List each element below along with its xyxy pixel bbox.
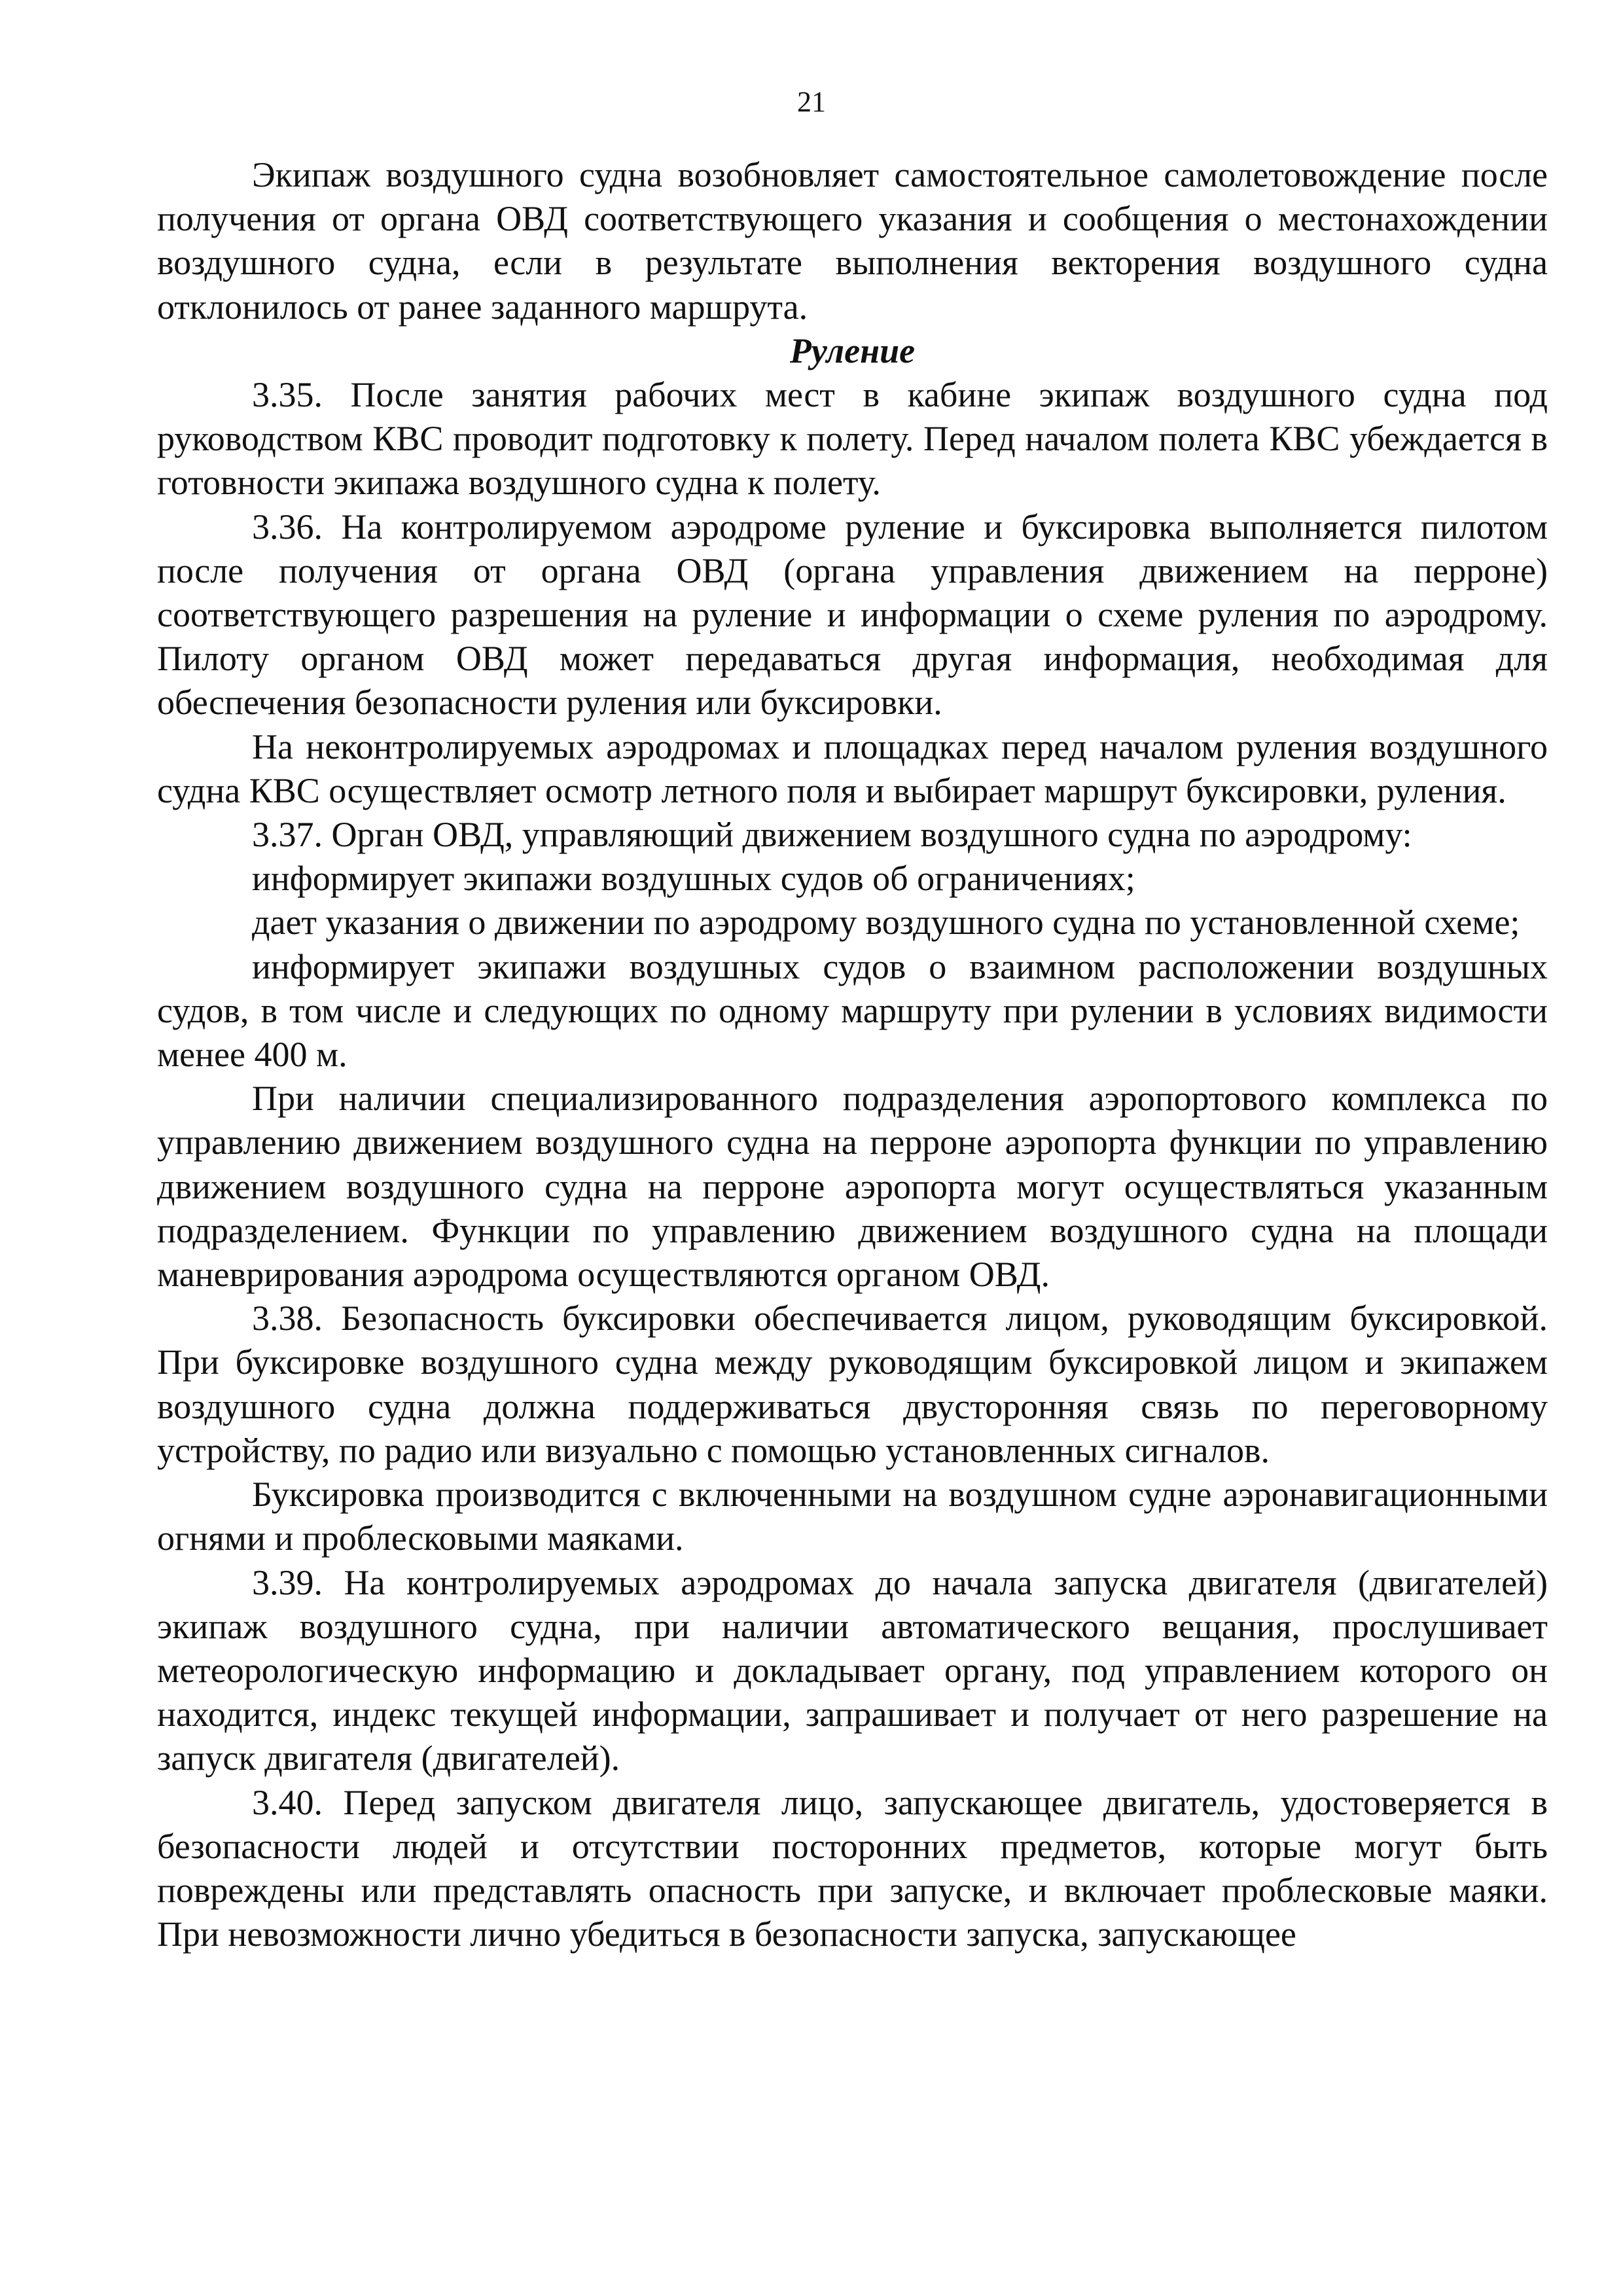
paragraph: На неконтролируемых аэродромах и площадках перед началом руления воздушного судна КВС осуществляет осмотр летного поля и выбирает маршрут буксировки, руления. (157, 726, 1548, 810)
section-heading (157, 329, 1548, 373)
list-item: информирует экипажи воздушных судов о взаимном расположении воздушных судов, в том числе и следующих по одному маршруту при рулении в условиях видимости менее 400 м. (157, 946, 1548, 1075)
paragraph: Экипаж воздушного судна возобновляет самостоятельное самолетовождение после получения от органа ОВД соответствующего указания и сообщения о местонахождении воздушного судна, если в результате выполнения векторения воздушного судна отклонилось от ранее заданного маршрута. (157, 155, 1548, 327)
page-number: 21 (797, 86, 826, 118)
list-item: информирует экипажи воздушных судов об ограничениях; (252, 859, 1135, 899)
list-item: дает указания о движении по аэродрому воздушного судна по установленной схеме; (252, 903, 1520, 942)
paragraph-3-36: 3.36. На контролируемом аэродроме руление и буксировка выполняется пилотом после получения от органа ОВД (органа управления движением на перроне) соответствующего разрешения на руление и информации о схеме руления по аэродрому. Пилоту органом ОВД может передаваться другая информация, необходимая для обеспечения безопасности руления или буксировки. (157, 507, 1548, 723)
paragraph: При наличии специализированного подразделения аэропортового комплекса по управлению движением воздушного судна на перроне аэропорта функции по управлению движением воздушного судна на перроне аэропорта могут осуществляться указанным подразделением. Функции по управлению движением воздушного судна на площади маневрирования аэродрома осуществляются органом ОВД. (157, 1079, 1548, 1295)
paragraph-3-38: 3.38. Безопасность буксировки обеспечивается лицом, руководящим буксировкой. При буксировке воздушного судна между руководящим буксировкой лицом и экипажем воздушного судна должна поддерживаться двусторонняя связь по переговорному устройству, по радио или визуально с помощью установленных сигналов. (157, 1299, 1548, 1470)
paragraph: Буксировка производится с включенными на воздушном судне аэронавигационными огнями и проблесковыми маяками. (157, 1475, 1548, 1558)
section-heading-text: Руление (789, 331, 916, 370)
document-body (157, 153, 1548, 1956)
paragraph-3-35: 3.35. После занятия рабочих мест в кабине экипаж воздушного судна под руководством КВС проводит подготовку к полету. Перед началом полета КВС убеждается в готовности экипажа воздушного судна к полету. (157, 375, 1548, 503)
paragraph-3-37: 3.37. Орган ОВД, управляющий движением воздушного судна по аэродрому: (252, 815, 1412, 855)
paragraph-3-40: 3.40. Перед запуском двигателя лицо, запускающее двигатель, удостоверяется в безопасности людей и отсутствии посторонних предметов, которые могут быть повреждены или представлять опасность при запуске, и включает проблесковые маяки. При невозможности лично убедиться в безопасности запуска, запускающее (157, 1782, 1548, 1954)
paragraph-3-39: 3.39. На контролируемых аэродромах до начала запуска двигателя (двигателей) экипаж воздушного судна, при наличии автоматического вещания, прослушивает метеорологическую информацию и докладывает органу, под управлением которого он находится, индекс текущей информации, запрашивает и получает от него разрешение на запуск двигателя (двигателей). (157, 1562, 1548, 1778)
